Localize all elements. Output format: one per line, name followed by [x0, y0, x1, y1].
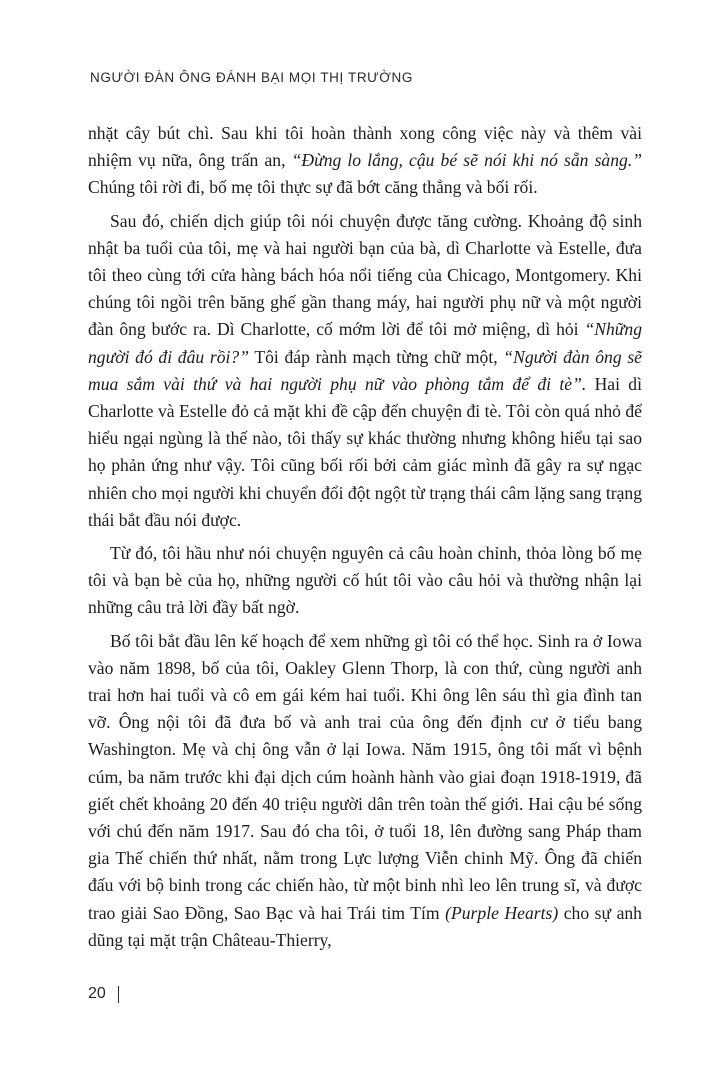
text-run: cho sự anh dũng tại mặt trận Château-Thierry,: [88, 902, 642, 950]
italic-text-run: “Người đàn ông sẽ mua sắm vài thứ và hai người phụ nữ vào phòng tắm để đi tè”.: [88, 346, 642, 394]
running-header-title: NGƯỜI ĐÀN ÔNG ĐÁNH BẠI MỌI THỊ TRƯỜNG: [90, 70, 413, 85]
page-number: 20: [88, 985, 106, 1002]
italic-text-run: “Đừng lo lắng, cậu bé sẽ nói khi nó sẵn sàng.”: [291, 150, 642, 171]
body-paragraph: [88, 208, 642, 534]
text-run: Chúng tôi rời đi, bố mẹ tôi thực sự đã bớt căng thẳng và bối rối.: [88, 177, 538, 198]
italic-text-run: (Purple Hearts): [445, 902, 559, 923]
page-folio: [88, 985, 119, 1003]
text-run: Tôi đáp rành mạch từng chữ một,: [249, 346, 504, 367]
body-paragraph: [88, 628, 642, 954]
italic-text-run: “Những người đó đi đâu rồi?”: [88, 319, 642, 367]
body-paragraph: [88, 120, 642, 202]
text-run: Bố tôi bắt đầu lên kế hoạch để xem những gì tôi có thể học. Sinh ra ở Iowa vào năm 1898, bố của tôi, Oakley Glenn Thorp, là con thứ, cùng người anh trai hơn hai tuổi và cô em gái kém hai tuổi. Khi ông lên sáu thì gia đình tan vỡ. Ông nội tôi đã đưa bố và anh trai của ông đến định cư ở tiểu bang Washington. Mẹ và chị ông vẫn ở lại Iowa. Năm 1915, ông tôi mất vì bệnh cúm, ba năm trước khi đại dịch cúm hoành hành vào giai đoạn 1918-1919, đã giết chết khoảng 20 đến 40 triệu người dân trên toàn thế giới. Hai cậu bé sống với chú đến năm 1917. Sau đó cha tôi, ở tuổi 18, lên đường sang Pháp tham gia Thế chiến thứ nhất, nằm trong Lực lượng Viễn chinh Mỹ. Ông đã chiến đấu với bộ binh trong các chiến hào, từ một binh nhì leo lên trung sĩ, và được trao giải Sao Đồng, Sao Bạc và hai Trái tim Tím: [88, 630, 642, 923]
text-run: nhặt cây bút chì. Sau khi tôi hoàn thành xong công việc này và thêm vài nhiệm vụ nữa, ông trấn an,: [88, 123, 642, 171]
body-text: [88, 120, 642, 960]
body-paragraph: [88, 540, 642, 622]
text-run: Từ đó, tôi hầu như nói chuyện nguyên cả câu hoàn chỉnh, thỏa lòng bố mẹ tôi và bạn bè của họ, những người cố hút tôi vào câu hỏi và thường nhận lại những câu trả lời đầy bất ngờ.: [88, 543, 642, 618]
folio-divider: [118, 986, 120, 1003]
text-run: Sau đó, chiến dịch giúp tôi nói chuyện được tăng cường. Khoảng độ sinh nhật ba tuổi của tôi, mẹ và hai người bạn của bà, dì Charlotte và Estelle, đưa tôi theo cùng tới cửa hàng bách hóa nổi tiếng của Chicago, Montgomery. Khi chúng tôi ngồi trên băng ghế gần thang máy, hai người phụ nữ và một người đàn ông bước ra. Dì Charlotte, cố mớm lời để tôi mở miệng, dì hỏi: [88, 210, 642, 340]
text-run: Hai dì Charlotte và Estelle đỏ cả mặt khi đề cập đến chuyện đi tè. Tôi còn quá nhỏ để hiểu ngại ngùng là thế nào, tôi thấy sự khác thường nhưng không hiểu tại sao họ phản ứng như vậy. Tôi cũng bối rối bởi cảm giác mình đã gây ra sự ngạc nhiên cho mọi người khi chuyển đổi đột ngột từ trạng thái câm lặng sang trạng thái bắt đầu nói được.: [88, 373, 642, 530]
